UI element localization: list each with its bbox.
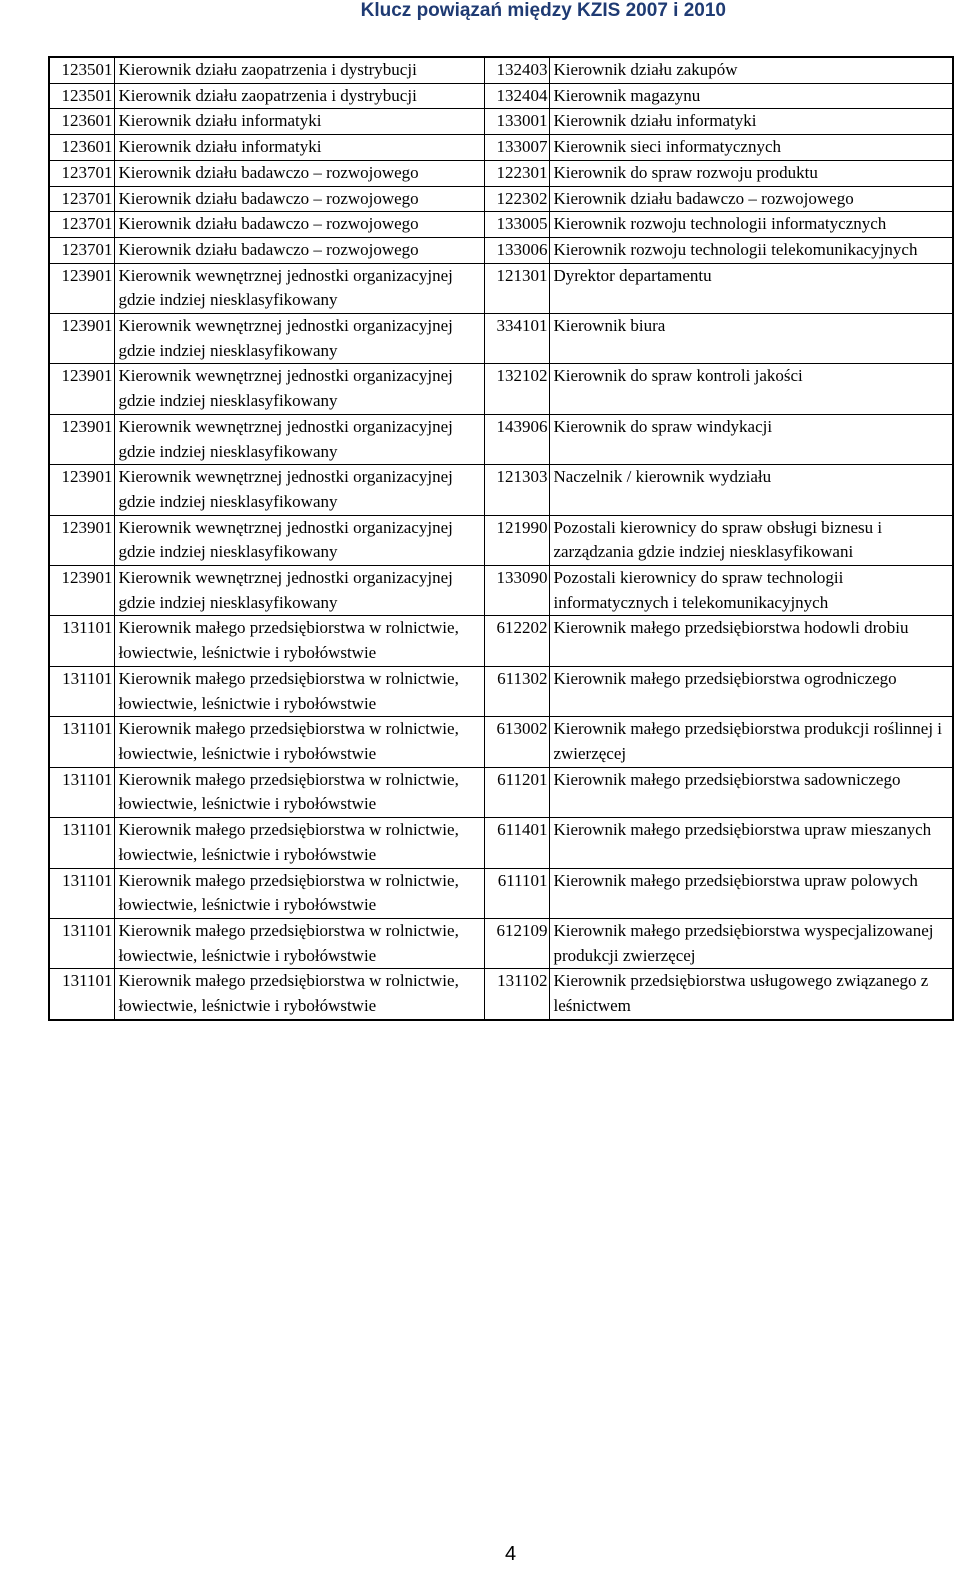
name-2007-cell: Kierownik działu badawczo – rozwojowego: [115, 186, 484, 212]
code-2010-cell: 334101: [484, 314, 550, 364]
name-2007-cell: Kierownik działu zaopatrzenia i dystrybucji: [115, 57, 484, 83]
name-2007-cell: Kierownik wewnętrznej jednostki organizacyjnej gdzie indziej niesklasyfikowany: [115, 263, 484, 313]
page-header-title: Klucz powiązań między KZIS 2007 i 2010: [360, 0, 726, 21]
code-2007-cell: 131101: [49, 767, 115, 817]
code-2010-cell: 611302: [484, 666, 550, 716]
code-2007-cell: 123901: [49, 263, 115, 313]
code-2007-cell: 123901: [49, 515, 115, 565]
code-2010-cell: 121301: [484, 263, 550, 313]
table-row: [49, 109, 953, 135]
code-2007-cell: 123901: [49, 364, 115, 414]
name-2010-cell: Kierownik małego przedsiębiorstwa upraw mieszanych: [550, 818, 953, 868]
table-row: [49, 616, 953, 666]
code-2010-cell: 611201: [484, 767, 550, 817]
name-2010-cell: Kierownik działu informatyki: [550, 109, 953, 135]
name-2007-cell: Kierownik działu informatyki: [115, 135, 484, 161]
table-row: [49, 767, 953, 817]
code-2010-cell: 133001: [484, 109, 550, 135]
code-2007-cell: 123701: [49, 186, 115, 212]
name-2010-cell: Kierownik małego przedsiębiorstwa produkcji roślinnej i zwierzęcej: [550, 717, 953, 767]
table-row: [49, 160, 953, 186]
code-2010-cell: 133007: [484, 135, 550, 161]
code-2007-cell: 131101: [49, 868, 115, 918]
table-row: [49, 414, 953, 464]
name-2010-cell: Kierownik magazynu: [550, 83, 953, 109]
name-2010-cell: Kierownik przedsiębiorstwa usługowego związanego z leśnictwem: [550, 969, 953, 1020]
name-2010-cell: Kierownik do spraw rozwoju produktu: [550, 160, 953, 186]
code-2010-cell: 613002: [484, 717, 550, 767]
code-2010-cell: 131102: [484, 969, 550, 1020]
code-2010-cell: 122301: [484, 160, 550, 186]
name-2007-cell: Kierownik małego przedsiębiorstwa w rolnictwie, łowiectwie, leśnictwie i rybołówstwie: [115, 918, 484, 968]
code-2007-cell: 123701: [49, 160, 115, 186]
code-2010-cell: 132403: [484, 57, 550, 83]
name-2010-cell: Pozostali kierownicy do spraw technologii informatycznych i telekomunikacyjnych: [550, 566, 953, 616]
name-2010-cell: Kierownik małego przedsiębiorstwa hodowli drobiu: [550, 616, 953, 666]
code-2010-cell: 612109: [484, 918, 550, 968]
name-2007-cell: Kierownik małego przedsiębiorstwa w rolnictwie, łowiectwie, leśnictwie i rybołówstwie: [115, 616, 484, 666]
name-2007-cell: Kierownik wewnętrznej jednostki organizacyjnej gdzie indziej niesklasyfikowany: [115, 314, 484, 364]
code-2007-cell: 123601: [49, 135, 115, 161]
name-2007-cell: Kierownik małego przedsiębiorstwa w rolnictwie, łowiectwie, leśnictwie i rybołówstwie: [115, 717, 484, 767]
name-2007-cell: Kierownik wewnętrznej jednostki organizacyjnej gdzie indziej niesklasyfikowany: [115, 515, 484, 565]
table-row: [49, 566, 953, 616]
code-2010-cell: 133090: [484, 566, 550, 616]
table-row: [49, 263, 953, 313]
name-2010-cell: Kierownik działu badawczo – rozwojowego: [550, 186, 953, 212]
name-2010-cell: Kierownik do spraw windykacji: [550, 414, 953, 464]
code-2007-cell: 123901: [49, 414, 115, 464]
code-2010-cell: 133005: [484, 212, 550, 238]
table-row: [49, 818, 953, 868]
name-2007-cell: Kierownik małego przedsiębiorstwa w rolnictwie, łowiectwie, leśnictwie i rybołówstwie: [115, 969, 484, 1020]
name-2010-cell: Kierownik działu zakupów: [550, 57, 953, 83]
code-2007-cell: 123501: [49, 83, 115, 109]
code-2007-cell: 131101: [49, 666, 115, 716]
name-2010-cell: Kierownik małego przedsiębiorstwa sadowniczego: [550, 767, 953, 817]
table-row: [49, 364, 953, 414]
name-2007-cell: Kierownik wewnętrznej jednostki organizacyjnej gdzie indziej niesklasyfikowany: [115, 566, 484, 616]
code-2010-cell: 133006: [484, 237, 550, 263]
table-row: [49, 515, 953, 565]
table-row: [49, 83, 953, 109]
table-row: [49, 57, 953, 83]
name-2010-cell: Dyrektor departamentu: [550, 263, 953, 313]
name-2010-cell: Kierownik małego przedsiębiorstwa wyspecjalizowanej produkcji zwierzęcej: [550, 918, 953, 968]
name-2007-cell: Kierownik działu informatyki: [115, 109, 484, 135]
name-2007-cell: Kierownik działu zaopatrzenia i dystrybucji: [115, 83, 484, 109]
code-2010-cell: 612202: [484, 616, 550, 666]
table-row: [49, 237, 953, 263]
code-2007-cell: 131101: [49, 969, 115, 1020]
code-2007-cell: 123901: [49, 314, 115, 364]
name-2007-cell: Kierownik działu badawczo – rozwojowego: [115, 212, 484, 238]
table-row: [49, 135, 953, 161]
name-2010-cell: Kierownik do spraw kontroli jakości: [550, 364, 953, 414]
name-2007-cell: Kierownik małego przedsiębiorstwa w rolnictwie, łowiectwie, leśnictwie i rybołówstwie: [115, 868, 484, 918]
name-2007-cell: Kierownik małego przedsiębiorstwa w rolnictwie, łowiectwie, leśnictwie i rybołówstwie: [115, 767, 484, 817]
name-2010-cell: Kierownik małego przedsiębiorstwa upraw polowych: [550, 868, 953, 918]
table-row: [49, 314, 953, 364]
table-row: [49, 868, 953, 918]
table-row: [49, 969, 953, 1020]
name-2007-cell: Kierownik małego przedsiębiorstwa w rolnictwie, łowiectwie, leśnictwie i rybołówstwie: [115, 666, 484, 716]
table-row: [49, 717, 953, 767]
code-2007-cell: 123701: [49, 237, 115, 263]
code-2007-cell: 123901: [49, 465, 115, 515]
code-2010-cell: 611101: [484, 868, 550, 918]
name-2007-cell: Kierownik działu badawczo – rozwojowego: [115, 160, 484, 186]
kzis-mapping-table: [48, 56, 954, 1021]
name-2007-cell: Kierownik wewnętrznej jednostki organizacyjnej gdzie indziej niesklasyfikowany: [115, 414, 484, 464]
name-2010-cell: Kierownik małego przedsiębiorstwa ogrodniczego: [550, 666, 953, 716]
name-2010-cell: Naczelnik / kierownik wydziału: [550, 465, 953, 515]
code-2007-cell: 123501: [49, 57, 115, 83]
name-2007-cell: Kierownik małego przedsiębiorstwa w rolnictwie, łowiectwie, leśnictwie i rybołówstwie: [115, 818, 484, 868]
name-2007-cell: Kierownik wewnętrznej jednostki organizacyjnej gdzie indziej niesklasyfikowany: [115, 364, 484, 414]
code-2010-cell: 611401: [484, 818, 550, 868]
name-2010-cell: Pozostali kierownicy do spraw obsługi biznesu i zarządzania gdzie indziej niesklasyfikowani: [550, 515, 953, 565]
code-2007-cell: 123901: [49, 566, 115, 616]
code-2007-cell: 131101: [49, 616, 115, 666]
name-2010-cell: Kierownik rozwoju technologii informatycznych: [550, 212, 953, 238]
code-2007-cell: 123701: [49, 212, 115, 238]
table-row: [49, 212, 953, 238]
code-2007-cell: 131101: [49, 918, 115, 968]
table-row: [49, 186, 953, 212]
code-2007-cell: 123601: [49, 109, 115, 135]
code-2010-cell: 132404: [484, 83, 550, 109]
code-2007-cell: 131101: [49, 818, 115, 868]
code-2010-cell: 143906: [484, 414, 550, 464]
code-2010-cell: 121303: [484, 465, 550, 515]
name-2007-cell: Kierownik wewnętrznej jednostki organizacyjnej gdzie indziej niesklasyfikowany: [115, 465, 484, 515]
code-2010-cell: 132102: [484, 364, 550, 414]
name-2010-cell: Kierownik rozwoju technologii telekomunikacyjnych: [550, 237, 953, 263]
name-2007-cell: Kierownik działu badawczo – rozwojowego: [115, 237, 484, 263]
code-2010-cell: 121990: [484, 515, 550, 565]
table-body: [49, 57, 953, 1020]
page-number: 4: [505, 1543, 517, 1565]
table-row: [49, 918, 953, 968]
code-2010-cell: 122302: [484, 186, 550, 212]
code-2007-cell: 131101: [49, 717, 115, 767]
name-2010-cell: Kierownik biura: [550, 314, 953, 364]
table-row: [49, 465, 953, 515]
table-row: [49, 666, 953, 716]
name-2010-cell: Kierownik sieci informatycznych: [550, 135, 953, 161]
